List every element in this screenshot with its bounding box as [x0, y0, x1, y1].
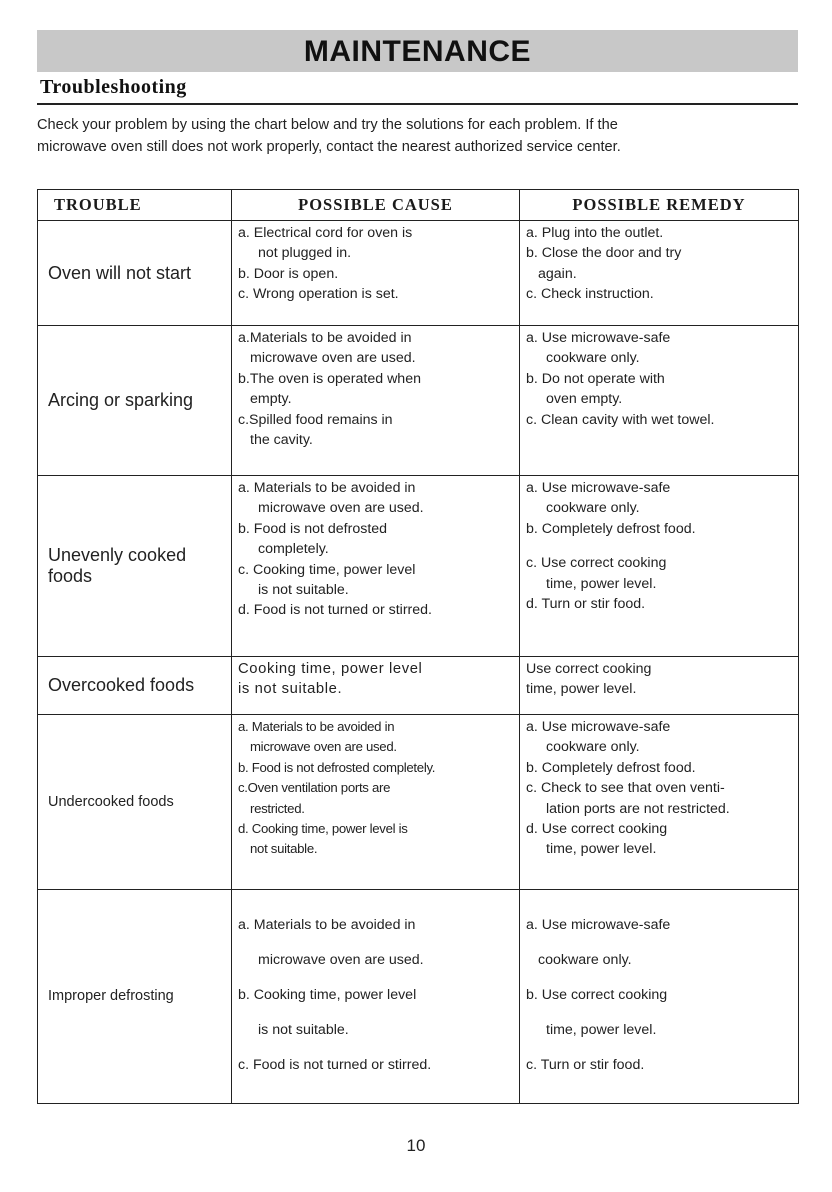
- remedy-line: time, power level.: [546, 841, 657, 858]
- cause-cell: [232, 657, 520, 715]
- cause-cell: [232, 715, 520, 890]
- cause-line: b. Food is not defrosted: [238, 520, 388, 537]
- table-row: [38, 221, 799, 326]
- cause-line: Cooking time, power level: [238, 661, 423, 677]
- remedy-cell: [520, 715, 799, 890]
- cause-line: not suitable.: [250, 841, 318, 857]
- remedy-line: a. Use microwave-safe: [526, 480, 671, 496]
- troubleshooting-table: [37, 189, 799, 1104]
- cause-line: a. Materials to be avoided in: [238, 917, 416, 933]
- cause-cell: [232, 890, 520, 1104]
- remedy-line: a. Plug into the outlet.: [526, 225, 664, 241]
- remedy-line: a. Use microwave-safe: [526, 719, 671, 735]
- remedy-line: c. Clean cavity with wet towel.: [526, 411, 715, 428]
- trouble-line: foods: [48, 566, 93, 586]
- remedy-line: b. Completely defrost food.: [526, 759, 696, 776]
- cause-line: completely.: [258, 541, 329, 558]
- remedy-line: c. Turn or stir food.: [526, 1057, 645, 1073]
- remedy-line: a. Use microwave-safe: [526, 917, 671, 933]
- table-row: [38, 326, 799, 476]
- trouble-cell: Oven will not start: [38, 221, 232, 326]
- remedy-line: cookware only.: [546, 739, 640, 756]
- remedy-line: time, power level.: [526, 681, 637, 698]
- remedy-line: c. Use correct cooking: [526, 555, 667, 572]
- cause-cell: [232, 326, 520, 476]
- cause-line: c.Spilled food remains in: [238, 411, 393, 428]
- table-header-row: [38, 190, 799, 221]
- remedy-line: cookware only.: [546, 500, 640, 517]
- remedy-line: cookware only.: [538, 952, 632, 968]
- remedy-line: c. Check to see that oven venti-: [526, 780, 725, 797]
- trouble-cell: Overcooked foods: [38, 657, 232, 715]
- cause-line: not plugged in.: [258, 245, 352, 262]
- cause-line: microwave oven are used.: [250, 350, 416, 367]
- subheading-rule: [37, 103, 798, 105]
- page-number: 10: [406, 1136, 426, 1155]
- cause-line: d. Cooking time, power level is: [238, 821, 408, 837]
- cause-line: is not suitable.: [258, 582, 349, 599]
- remedy-line: time, power level.: [546, 575, 657, 592]
- table-row: [38, 657, 799, 715]
- cause-line: microwave oven are used.: [250, 739, 397, 755]
- remedy-cell: [520, 890, 799, 1104]
- cause-line: a. Materials to be avoided in: [238, 480, 416, 496]
- trouble-cell: [38, 476, 232, 657]
- trouble-cell: Undercooked foods: [38, 715, 232, 890]
- cause-line: microwave oven are used.: [258, 500, 424, 517]
- remedy-line: d. Use correct cooking: [526, 821, 668, 838]
- cause-line: a. Materials to be avoided in: [238, 719, 395, 734]
- cause-line: c. Food is not turned or stirred.: [238, 1057, 432, 1073]
- cause-line: b. Cooking time, power level: [238, 987, 417, 1003]
- remedy-cell: [520, 476, 799, 657]
- cause-line: c. Cooking time, power level: [238, 561, 416, 578]
- remedy-line: b. Close the door and try: [526, 245, 682, 262]
- remedy-line: b. Do not operate with: [526, 370, 665, 387]
- header-trouble: TROUBLE: [38, 190, 232, 221]
- cause-line: microwave oven are used.: [258, 952, 424, 968]
- cause-line: empty.: [250, 391, 292, 408]
- subheading: Troubleshooting: [40, 76, 187, 98]
- trouble-line: Unevenly cooked: [48, 545, 187, 565]
- trouble-cell: Improper defrosting: [38, 890, 232, 1104]
- remedy-line: oven empty.: [546, 391, 623, 408]
- cause-cell: [232, 221, 520, 326]
- cause-line: b.The oven is operated when: [238, 370, 421, 387]
- intro-paragraph: [37, 114, 807, 158]
- remedy-cell: [520, 326, 799, 476]
- remedy-spacer: [526, 539, 796, 553]
- intro-line: Check your problem by using the chart below and try the solutions for each problem. If the: [37, 117, 618, 133]
- remedy-line: c. Check instruction.: [526, 286, 654, 303]
- remedy-line: lation ports are not restricted.: [546, 800, 730, 817]
- cause-line: is not suitable.: [238, 681, 343, 698]
- cause-line: b. Food is not defrosted completely.: [238, 759, 436, 775]
- header-possible-cause: POSSIBLE CAUSE: [232, 190, 520, 221]
- cause-cell: [232, 476, 520, 657]
- cause-line: a. Electrical cord for oven is: [238, 225, 413, 241]
- table-row: [38, 890, 799, 1104]
- cause-line: a.Materials to be avoided in: [238, 330, 412, 346]
- remedy-line: Use correct cooking: [526, 661, 652, 677]
- cause-line: is not suitable.: [258, 1022, 349, 1038]
- remedy-line: cookware only.: [546, 350, 640, 367]
- remedy-line: again.: [538, 265, 577, 282]
- cause-line: c.Oven ventilation ports are: [238, 780, 391, 796]
- remedy-line: time, power level.: [546, 1022, 657, 1038]
- cause-line: restricted.: [250, 800, 305, 816]
- intro-line: microwave oven still does not work properly, contact the nearest authorized service center.: [37, 139, 621, 155]
- cause-line: b. Door is open.: [238, 265, 339, 282]
- cause-line: the cavity.: [250, 432, 313, 449]
- remedy-cell: [520, 657, 799, 715]
- remedy-line: b. Use correct cooking: [526, 987, 668, 1003]
- remedy-cell: [520, 221, 799, 326]
- cause-line: c. Wrong operation is set.: [238, 286, 399, 303]
- table-row: [38, 476, 799, 657]
- trouble-cell: Arcing or sparking: [38, 326, 232, 476]
- remedy-line: d. Turn or stir food.: [526, 596, 646, 613]
- section-title-banner: [37, 30, 798, 72]
- cause-line: d. Food is not turned or stirred.: [238, 602, 432, 619]
- remedy-line: b. Completely defrost food.: [526, 520, 696, 537]
- header-possible-remedy: POSSIBLE REMEDY: [520, 190, 799, 221]
- remedy-line: a. Use microwave-safe: [526, 330, 671, 346]
- table-row: [38, 715, 799, 890]
- section-title: MAINTENANCE: [303, 35, 532, 68]
